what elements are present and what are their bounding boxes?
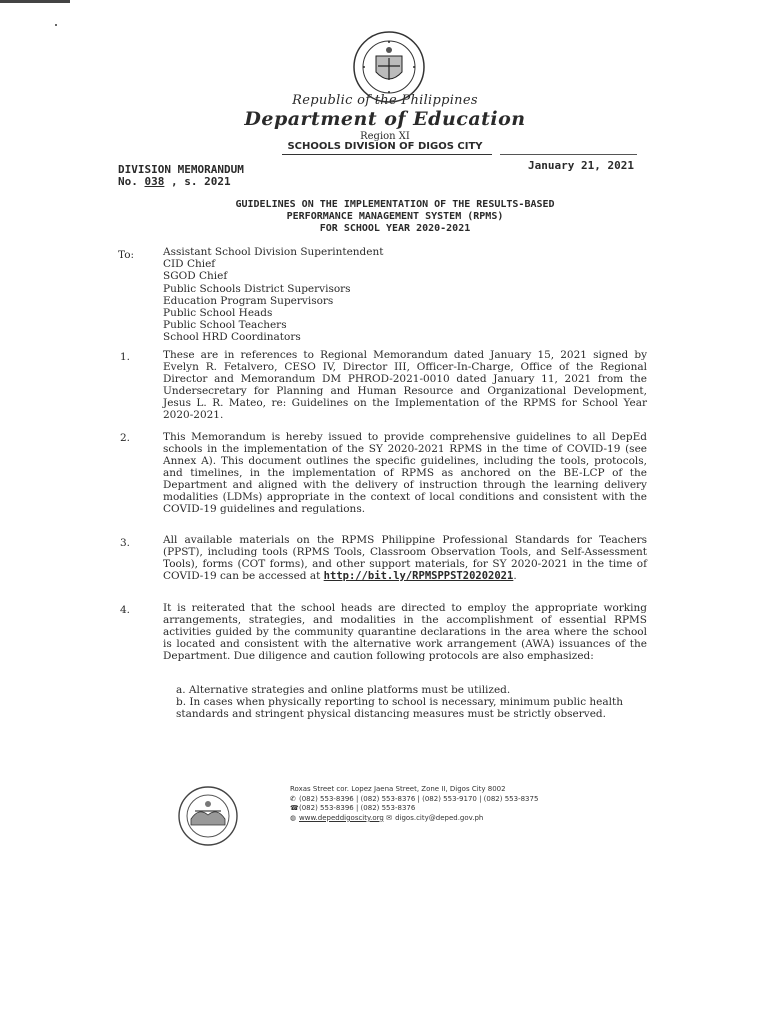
recipient: School HRD Coordinators xyxy=(163,331,301,344)
memo-no-prefix: No. xyxy=(118,175,145,188)
title-line: FOR SCHOOL YEAR 2020-2021 xyxy=(319,223,471,234)
recipient: CID Chief xyxy=(163,258,216,271)
title-line: PERFORMANCE MANAGEMENT SYSTEM (RPMS) xyxy=(286,211,504,222)
to-label: To: xyxy=(118,249,135,261)
globe-icon: ◍ xyxy=(290,813,297,822)
department-name: Department of Education xyxy=(244,108,526,130)
memo-number-line xyxy=(118,175,231,188)
footer-fax-line xyxy=(290,804,538,814)
recipient: Public School Teachers xyxy=(163,319,287,332)
recipient: Assistant School Division Superintendent xyxy=(163,246,384,258)
sub-item-a: a. Alternative strategies and online platforms must be utilized. xyxy=(176,684,511,696)
footer-contact xyxy=(290,785,538,823)
memo-date: January 21, 2021 xyxy=(528,159,634,172)
title-line: GUIDELINES ON THE IMPLEMENTATION OF THE RESULTS-BASED xyxy=(235,199,555,210)
paragraph-number: 4. xyxy=(120,604,131,616)
header-rule-right xyxy=(500,154,637,155)
header-rule xyxy=(282,154,492,155)
paragraph-3-end: . xyxy=(513,570,517,582)
scan-speck xyxy=(55,24,57,26)
scan-mark xyxy=(0,0,70,3)
paragraph-3-text: All available materials on the RPMS Philippine Professional Standards for Teachers (PPST), including tools (RPMS Tools, Classroom Observation Tools, and Self-Assessment Tools), forms (COT forms), and other support materials, for SY 2020-2021 in the time of COVID-19 can be accessed at xyxy=(163,534,647,582)
region-line: Region XI xyxy=(360,131,410,142)
sub-item-b: b. In cases when physically reporting to school is necessary, minimum public health standards and stringent physical distancing measures must be strictly observed. xyxy=(176,696,623,720)
paragraph-number: 3. xyxy=(120,537,131,549)
paragraph-4: It is reiterated that the school heads are directed to employ the appropriate working arrangements, strategies, and modalities in the accomplishment of essential RPMS activities guided by the community quarantine declarations in the area where the school is located and consistent with the alternative work arrangement (AWA) issuances of the Department. Due diligence and caution following protocols are also emphasized: xyxy=(163,602,647,662)
fax-icon: ☎ xyxy=(290,804,299,813)
memo-label: DIVISION MEMORANDUM xyxy=(118,163,244,176)
paragraph-3 xyxy=(163,534,647,582)
email-icon: ✉ xyxy=(386,813,392,822)
footer-website[interactable]: www.depeddigoscity.org xyxy=(299,813,384,822)
paragraph-number: 2. xyxy=(120,432,131,444)
footer-address: Roxas Street cor. Lopez Jaena Street, Zone II, Digos City 8002 xyxy=(290,785,506,793)
footer-web-line xyxy=(290,814,538,824)
paragraph-1: These are in references to Regional Memorandum dated January 15, 2021 signed by Evelyn R. Fetalvero, CESO IV, Director III, Officer-In-Charge, Office of the Regional Director and Memorandum DM PHROD-2021-0010 dated January 11, 2021 from the Undersecretary for Planning and Human Resource and Organizational Development, Jesus L. R. Mateo, re: Guidelines on the Implementation of the RPMS for School Year 2020-2021. xyxy=(163,349,647,421)
recipient: SGOD Chief xyxy=(163,270,228,283)
footer-fax: (082) 553-8396 | (082) 553-8376 xyxy=(299,804,416,813)
rpms-materials-link[interactable]: http://bit.ly/RPMSPPST20202021 xyxy=(323,570,514,582)
memo-no-suffix: , s. 2021 xyxy=(164,175,231,188)
recipient-list xyxy=(163,246,383,344)
phone-icon: ✆ xyxy=(290,794,296,803)
footer-phones-line xyxy=(290,795,538,805)
division-seal-icon xyxy=(177,785,239,847)
recipient: Public Schools District Supervisors xyxy=(163,282,351,295)
recipient: Public School Heads xyxy=(163,307,273,320)
division-line: SCHOOLS DIVISION OF DIGOS CITY xyxy=(287,141,483,152)
recipient: Education Program Supervisors xyxy=(163,294,334,307)
paragraph-number: 1. xyxy=(120,351,131,363)
memo-number: 038 xyxy=(144,175,165,188)
footer-email[interactable]: digos.city@deped.gov.ph xyxy=(395,813,484,822)
paragraph-2: This Memorandum is hereby issued to provide comprehensive guidelines to all DepEd schools in the implementation of the SY 2020-2021 RPMS in the time of COVID-19 (see Annex A). This document outlines the specific guidelines, including the tools, protocols, and timelines, in the implementation of RPMS as anchored on the BE-LCP of the Department and aligned with the delivery of instruction through the learning delivery modalities (LDMs) appropriate in the context of local conditions and consistent with the COVID-19 guidelines and regulations. xyxy=(163,431,647,515)
republic-line: Republic of the Philippines xyxy=(292,93,478,108)
memo-title xyxy=(160,199,630,235)
footer-phones: (082) 553-8396 | (082) 553-8376 | (082) 553-9170 | (082) 553-8375 xyxy=(299,794,539,803)
